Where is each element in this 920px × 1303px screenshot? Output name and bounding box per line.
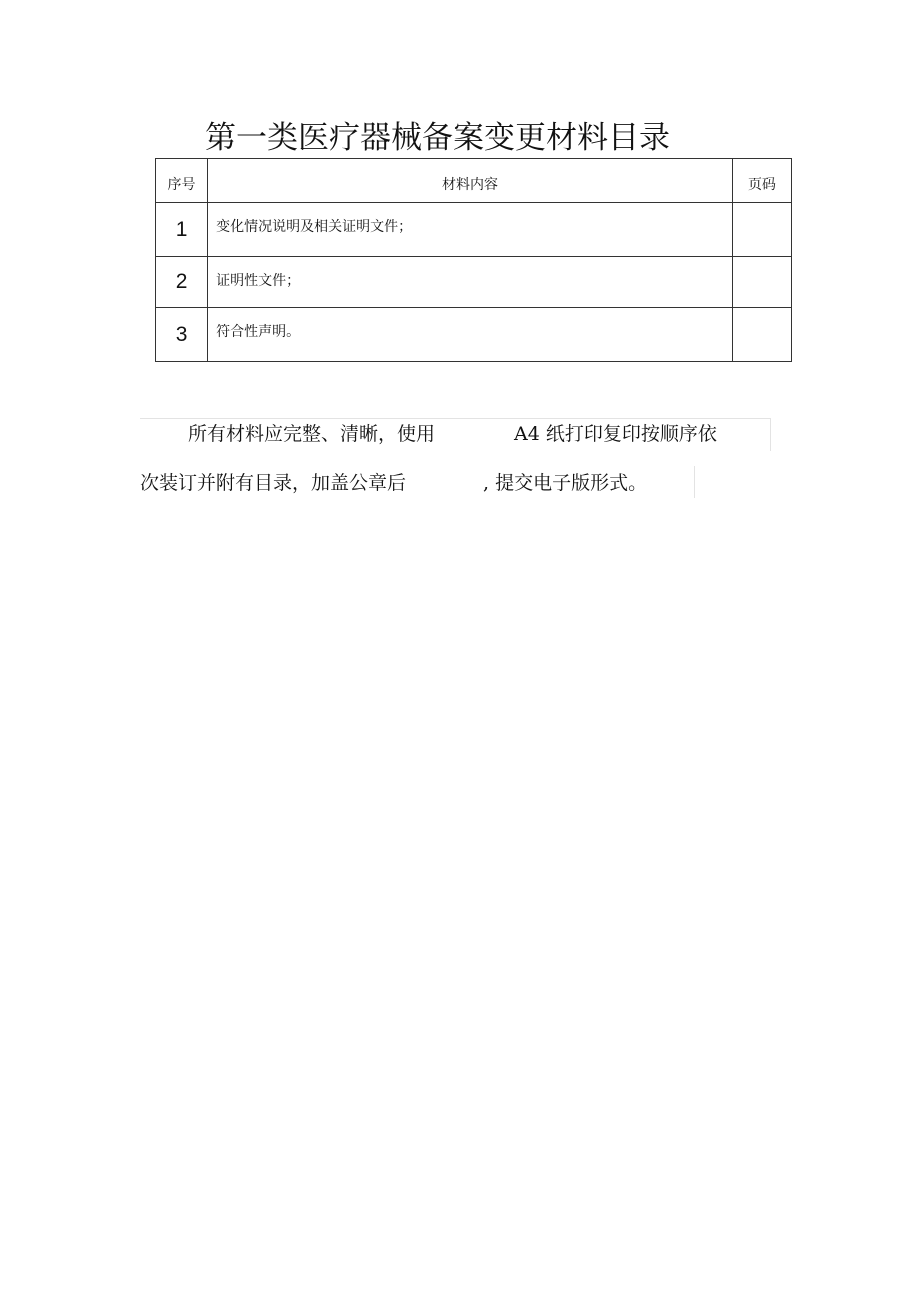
header-page: 页码: [732, 159, 791, 203]
row-page: [732, 308, 791, 362]
row-content: 符合性声明。: [208, 308, 733, 362]
submission-note: [140, 418, 772, 498]
table-header-row: [156, 159, 792, 203]
header-content: 材料内容: [208, 159, 733, 203]
row-content: 证明性文件；: [208, 257, 733, 308]
note-line2-part2: , 提交电子版形式。: [483, 472, 648, 494]
note-line2-part1: 次装订并附有目录，加盖公章后: [140, 472, 407, 494]
materials-table: [155, 158, 792, 362]
row-no: 1: [156, 203, 208, 257]
table-row: [156, 203, 792, 257]
table-row: [156, 308, 792, 362]
note-line1-part1: 所有材料应完整、清晰，使用: [188, 423, 436, 445]
table-row: [156, 257, 792, 308]
row-no: 3: [156, 308, 208, 362]
page-title: 第一类医疗器械备案变更材料目录: [205, 120, 670, 156]
row-page: [732, 203, 791, 257]
row-no: 2: [156, 257, 208, 308]
note-line1-part2: A4 纸打印复印按顺序依: [514, 423, 717, 445]
row-page: [732, 257, 791, 308]
header-no: 序号: [156, 159, 208, 203]
row-content: 变化情况说明及相关证明文件；: [208, 203, 733, 257]
